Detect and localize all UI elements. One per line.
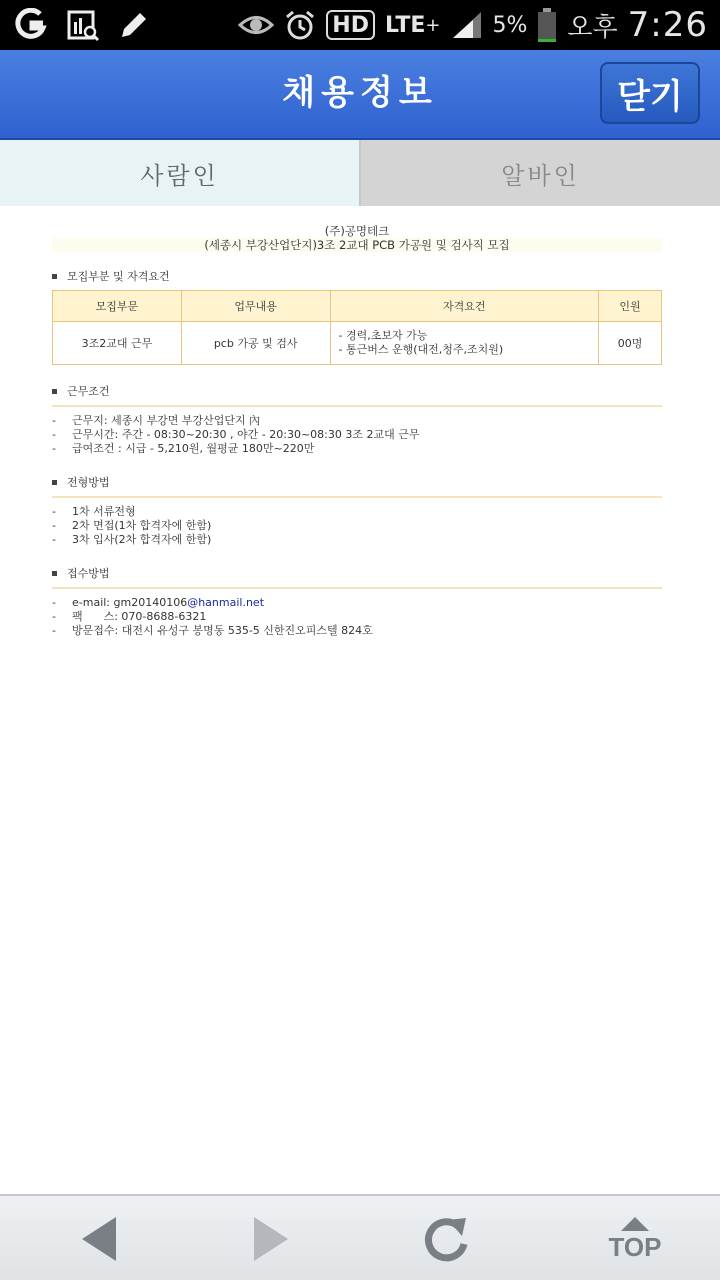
email-link[interactable]: @hanmail.net	[187, 596, 265, 609]
hd-voice-icon	[326, 10, 375, 40]
apply-list	[52, 596, 662, 638]
tab-saramin[interactable]: 사람인	[0, 140, 361, 206]
alarm-clock-icon	[284, 9, 316, 41]
column-header: 인원	[599, 291, 662, 322]
list-item: - 근무시간: 주간 - 08:30~20:30 , 야간 - 20:30~08:30 3조 2교대 근무	[52, 428, 420, 441]
bullet-icon	[52, 389, 57, 394]
list-item: - 방문접수: 대전시 유성구 봉명동 535-5 신한진오피스텔 824호	[52, 624, 373, 637]
bullet-icon	[52, 571, 57, 576]
requirements-table	[52, 290, 662, 365]
job-posting	[52, 224, 662, 638]
refresh-icon	[422, 1214, 470, 1264]
back-arrow-icon	[80, 1215, 120, 1263]
table-header-row	[53, 291, 662, 322]
table-cell-count: 00명	[599, 322, 662, 365]
page-title: 채용정보	[282, 73, 438, 113]
column-header: 모집부문	[53, 291, 182, 322]
carrier-logo-icon	[14, 8, 48, 42]
tab-albain[interactable]: 알바인	[361, 140, 720, 206]
column-header: 업무내용	[181, 291, 330, 322]
column-header: 자격요건	[330, 291, 599, 322]
forward-arrow-icon	[250, 1215, 290, 1263]
eye-icon	[238, 12, 274, 38]
list-item: - 급여조건 : 시급 - 5,210원, 월평균 180만~220만	[52, 442, 315, 455]
list-item: - 근무지: 세종시 부강면 부강산업단지 內	[52, 414, 261, 427]
process-section-heading	[52, 474, 662, 498]
list-item-text: 근무지: 세종시 부강면 부강산업단지 內	[72, 414, 261, 427]
work-section-heading	[52, 383, 662, 407]
battery-percent: 5%	[492, 12, 528, 38]
qualification-line: - 경력,초보자 가능	[338, 329, 428, 342]
section-label: 모집부분 및 자격요건	[67, 270, 170, 283]
battery-icon	[537, 7, 557, 43]
site-tabs	[0, 140, 720, 206]
visit-address: 방문접수: 대전시 유성구 봉명동 535-5 신한진오피스텔 824호	[72, 624, 373, 637]
fax-number: 팩 스: 070-8688-6321	[72, 610, 207, 623]
clock-time: 7:26	[627, 5, 708, 45]
top-label: TOP	[608, 1231, 662, 1262]
list-item: - e-mail: gm20140106 @hanmail.net	[52, 596, 265, 609]
table-cell-qualification	[330, 322, 599, 365]
refresh-button[interactable]	[406, 1196, 486, 1282]
up-arrow-icon	[620, 1216, 650, 1232]
qualification-line: - 통근버스 운행(대전,청주,조치원)	[338, 343, 504, 356]
list-item-text: 급여조건 : 시급 - 5,210원, 월평균 180만~220만	[72, 442, 315, 455]
bullet-icon	[52, 274, 57, 279]
section-label: 접수방법	[67, 567, 110, 580]
app-header	[0, 50, 720, 140]
posting-subtitle: (세종시 부강산업단지)3조 2교대 PCB 가공원 및 검사직 모집	[52, 238, 662, 252]
process-list	[52, 505, 662, 547]
section-label: 전형방법	[67, 476, 110, 489]
list-item-text: 3차 입사(2차 합격자에 한함)	[72, 533, 212, 546]
list-item: - 3차 입사(2차 합격자에 한함)	[52, 533, 212, 546]
email-prefix: e-mail: gm20140106	[72, 596, 188, 609]
status-bar	[0, 0, 720, 50]
table-row	[53, 322, 662, 365]
lte-plus: +	[425, 14, 441, 36]
work-conditions-list	[52, 414, 662, 456]
scroll-top-button[interactable]	[590, 1196, 680, 1282]
list-item-text: 2차 면접(1차 합격자에 한함)	[72, 519, 212, 532]
forward-button[interactable]	[230, 1196, 310, 1282]
table-cell-dept: 3조2교대 근무	[53, 322, 182, 365]
ampm-label: 오후	[567, 12, 618, 43]
list-item: - 1차 서류전형	[52, 505, 136, 518]
section-label: 근무조건	[67, 385, 110, 398]
analytics-icon	[66, 8, 100, 42]
lte-label: LTE	[384, 12, 426, 38]
close-button[interactable]: 닫기	[600, 62, 700, 124]
recruit-section-heading	[52, 268, 662, 287]
signal-icon	[451, 10, 483, 40]
list-item-text: 1차 서류전형	[72, 505, 136, 518]
company-name: (주)공명테크	[324, 224, 390, 238]
back-button[interactable]	[60, 1196, 140, 1282]
browser-bottom-bar	[0, 1194, 720, 1280]
hd-label: HD	[332, 12, 369, 38]
bullet-icon	[52, 480, 57, 485]
apply-section-heading	[52, 565, 662, 589]
list-item: - 2차 면접(1차 합격자에 한함)	[52, 519, 212, 532]
lte-icon	[385, 13, 441, 38]
table-cell-duty: pcb 가공 및 검사	[181, 322, 330, 365]
list-item-text: 근무시간: 주간 - 08:30~20:30 , 야간 - 20:30~08:30 3조 2교대 근무	[72, 428, 420, 441]
list-item: - 팩 스: 070-8688-6321	[52, 610, 207, 623]
pencil-icon	[118, 9, 150, 41]
